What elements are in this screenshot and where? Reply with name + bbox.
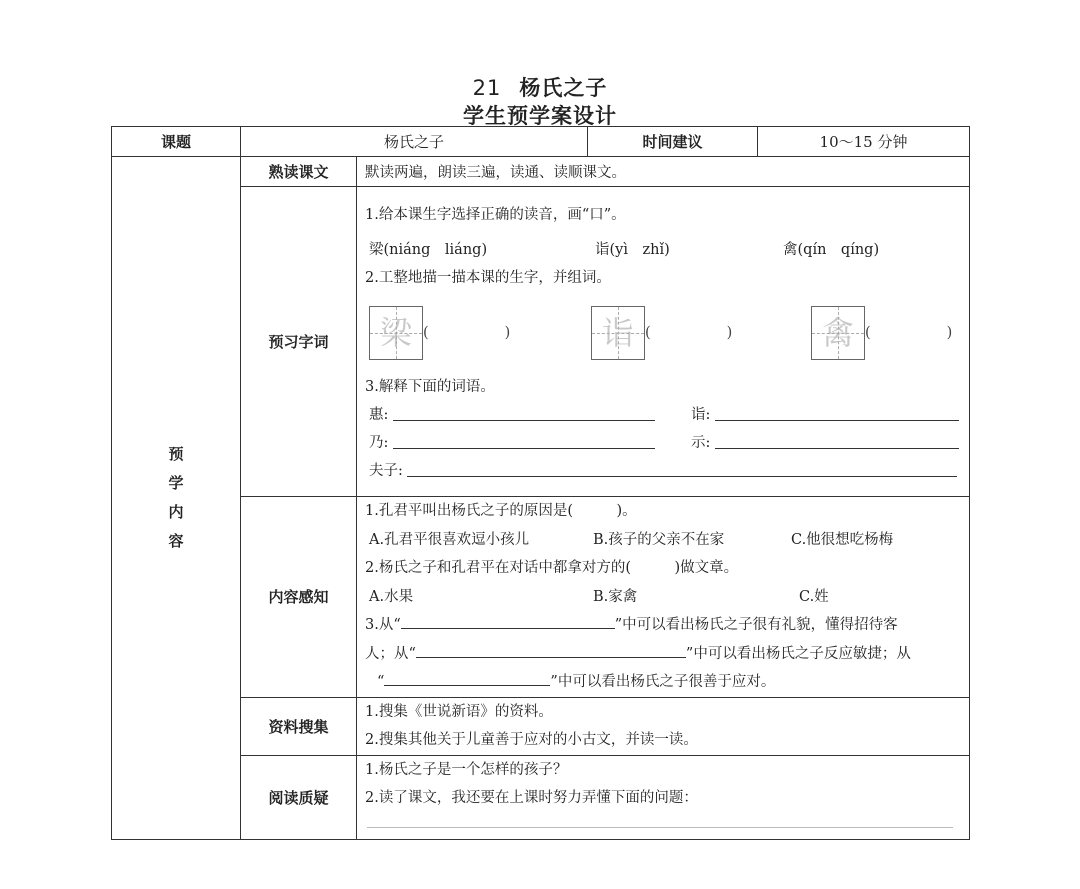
content-q3-line3 [365, 668, 961, 697]
question-content [357, 755, 970, 839]
trace-char: 诣 [601, 313, 634, 352]
paren-open: ( [645, 324, 651, 341]
side-char: 预 [168, 444, 184, 463]
read-text: 默读两遍，朗读三遍，读通、读顺课文。 [365, 165, 626, 181]
answer-line[interactable] [401, 612, 615, 629]
preview-q2: 2.工整地描一描本课的生字，并组词。 [365, 270, 611, 286]
trace-item [591, 306, 732, 360]
q3-text: ”中可以看出杨氏之子很有礼貌，懂得招待客 [614, 617, 898, 633]
side-label [112, 157, 241, 840]
option[interactable]: B.家禽 [593, 588, 638, 605]
topic-value: 杨氏之子 [241, 127, 588, 157]
lesson-number: 21 [472, 76, 502, 100]
material-label: 资料搜集 [241, 697, 357, 755]
trace-item [811, 306, 952, 360]
side-char: 内 [168, 502, 184, 521]
pinyin-option[interactable]: 诣(yì zhǐ) [595, 241, 670, 258]
trace-char: 梁 [379, 313, 412, 352]
question-label: 阅读质疑 [241, 755, 357, 839]
time-value: 10～15 分钟 [758, 127, 970, 157]
answer-line[interactable] [393, 420, 655, 421]
content-q3-line1 [365, 611, 961, 640]
topic-label: 课题 [112, 127, 241, 157]
answer-line[interactable] [416, 641, 686, 658]
preview-row [112, 187, 970, 497]
paren-open: ( [423, 324, 429, 341]
paren-close: ) [726, 324, 733, 341]
q1-options [365, 526, 961, 555]
def-row [365, 429, 961, 457]
answer-line[interactable] [384, 669, 550, 686]
q3-text: 3.从“ [365, 617, 401, 633]
answer-line[interactable] [715, 420, 959, 421]
content-q3-line2 [365, 640, 961, 669]
content-q1: 1.孔君平叫出杨氏之子的原因是( )。 [365, 503, 637, 519]
pinyin-option[interactable]: 禽(qín qíng) [783, 241, 880, 258]
option[interactable]: B.孩子的父亲不在家 [593, 531, 725, 548]
option[interactable]: C.他很想吃杨梅 [791, 531, 894, 548]
paren-open: ( [865, 324, 871, 341]
side-char: 学 [168, 473, 184, 492]
content-label: 内容感知 [241, 497, 357, 698]
content-row [112, 497, 970, 698]
term-label: 乃: [369, 435, 389, 451]
material-content [357, 697, 970, 755]
preview-content [357, 187, 970, 497]
paren-close: ) [946, 324, 953, 341]
def-row [365, 457, 961, 485]
option[interactable]: A.水果 [369, 588, 414, 605]
read-label: 熟读课文 [241, 157, 357, 187]
question-row [112, 755, 970, 839]
read-content [357, 157, 970, 187]
question-item: 2.读了课文，我还要在上课时努力弄懂下面的问题： [365, 790, 698, 806]
content-content [357, 497, 970, 698]
preview-q1: 1.给本课生字选择正确的读音，画“口”。 [365, 207, 626, 223]
q2-options [365, 583, 961, 612]
lesson-title [0, 72, 1080, 102]
preview-label: 预习字词 [241, 187, 357, 497]
answer-line[interactable] [407, 476, 957, 477]
pinyin-row [365, 236, 961, 265]
answer-line[interactable] [715, 448, 959, 449]
option[interactable]: A.孔君平很喜欢逗小孩儿 [369, 531, 530, 548]
trace-char: 禽 [821, 313, 854, 352]
trace-item [369, 306, 510, 360]
worksheet-table [111, 126, 970, 840]
answer-line[interactable] [367, 821, 953, 828]
lesson-name: 杨氏之子 [519, 76, 608, 100]
def-row [365, 401, 961, 429]
preview-q3: 3.解释下面的词语。 [365, 378, 495, 395]
pinyin-option[interactable]: 梁(niáng liáng) [369, 241, 488, 258]
material-row [112, 697, 970, 755]
term-label: 惠: [369, 407, 389, 423]
side-char: 容 [168, 531, 184, 550]
term-label: 诣: [691, 407, 711, 423]
q3-text: 人；从“ [365, 645, 416, 662]
term-label: 夫子: [369, 463, 403, 479]
read-row [112, 157, 970, 187]
question-item: 1.杨氏之子是一个怎样的孩子？ [365, 761, 568, 778]
material-item: 1.搜集《世说新语》的资料。 [365, 703, 553, 720]
trace-row [365, 293, 961, 373]
trace-box[interactable] [591, 306, 645, 360]
material-item: 2.搜集其他关于儿童善于应对的小古文，并读一读。 [365, 732, 698, 748]
paren-close: ) [504, 324, 511, 341]
term-label: 示: [691, 435, 711, 451]
trace-box[interactable] [369, 306, 423, 360]
q3-text: ”中可以看出杨氏之子很善于应对。 [550, 674, 776, 690]
time-label: 时间建议 [588, 127, 758, 157]
page-subtitle: 学生预学案设计 [463, 104, 617, 128]
topic-row [112, 127, 970, 157]
answer-line[interactable] [393, 448, 655, 449]
option[interactable]: C.姓 [799, 588, 829, 605]
content-q2: 2.杨氏之子和孔君平在对话中都拿对方的( )做文章。 [365, 560, 739, 576]
q3-text: ”中可以看出杨氏之子反应敏捷；从 [685, 645, 911, 662]
q3-text: “ [377, 674, 385, 690]
trace-box[interactable] [811, 306, 865, 360]
